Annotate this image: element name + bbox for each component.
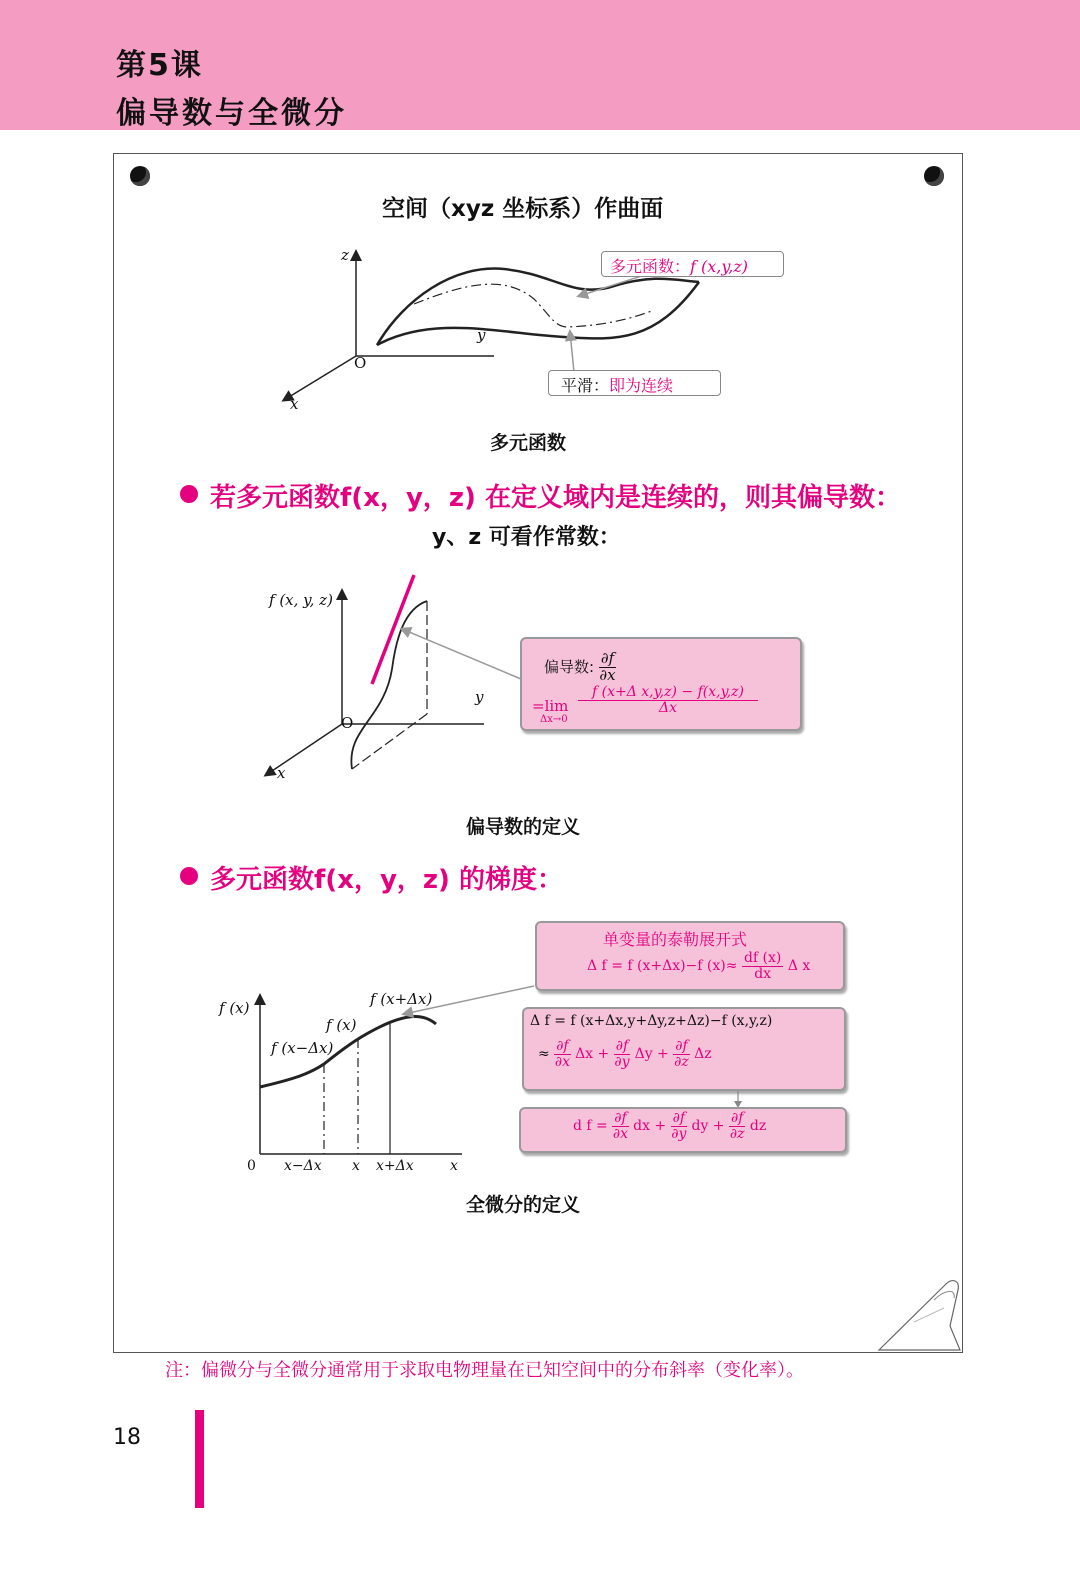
total-tail-y: dy +: [691, 1118, 725, 1135]
smooth-callout: [548, 370, 721, 396]
tick-mid: x: [352, 1158, 360, 1174]
multi-tail-y: Δy +: [634, 1046, 669, 1063]
card-title: 空间（xyz 坐标系）作曲面: [382, 196, 664, 222]
multivariable-box: [522, 1007, 846, 1091]
tick-right: x+Δx: [376, 1158, 414, 1174]
smooth-callout-label: 平滑：: [561, 376, 610, 395]
lesson-title: 偏导数与全微分: [116, 96, 347, 131]
total-lead: d f =: [573, 1118, 608, 1135]
origin-label: O: [354, 354, 367, 372]
func-callout-label: 多元函数：: [610, 257, 691, 276]
pin-icon: [130, 166, 150, 186]
point-mid-label: f (x): [326, 1016, 357, 1034]
lim-eq: =lim: [532, 697, 569, 715]
taylor-box: [535, 921, 845, 991]
x-axis-label: x: [290, 395, 299, 413]
f-axis-label: f (x): [219, 999, 250, 1017]
pd-fraction: [599, 651, 616, 684]
total-den-y: ∂y: [671, 1125, 687, 1142]
slice-curve: [351, 601, 427, 769]
total-formula: [573, 1111, 766, 1141]
taylor-title: 单变量的泰勒展开式: [603, 930, 748, 949]
slice-base: [352, 714, 427, 769]
taylor-formula: [587, 951, 810, 981]
total-num-z: ∂f: [731, 1110, 744, 1126]
lim-den: Δx: [658, 699, 677, 716]
lim-num: f (x+Δ x,y,z) − f(x,y,z): [578, 685, 758, 701]
partial-derivative-box: [520, 637, 802, 731]
origin-label: O: [341, 714, 354, 732]
surface-back-edge: [377, 269, 699, 345]
func-callout-expr: f (x,y,z): [690, 257, 749, 276]
total-tail-z: dz: [749, 1118, 767, 1135]
taylor-tail: Δ x: [787, 958, 811, 975]
page-curl-icon: [874, 1264, 962, 1352]
x-axis-label: x: [450, 1158, 458, 1174]
content-card: [113, 153, 963, 1353]
page-number: 18: [113, 1425, 141, 1450]
y-axis-label: y: [475, 688, 484, 706]
total-num-x: ∂f: [614, 1110, 627, 1126]
taylor-num: df (x): [743, 950, 782, 966]
x-axis-label: x: [277, 764, 286, 782]
multi-den-x: ∂x: [554, 1053, 570, 1070]
multi-approx: ≈: [538, 1046, 550, 1063]
multi-tail-x: Δx +: [575, 1046, 610, 1063]
x-axis: [284, 356, 356, 400]
multi-den-z: ∂z: [674, 1053, 689, 1070]
taylor-den: dx: [754, 965, 772, 982]
bullet-icon: [180, 485, 198, 503]
bullet-icon: [180, 867, 198, 885]
multi-num-z: ∂f: [675, 1038, 688, 1054]
pd-label: 偏导数:: [544, 657, 595, 676]
multi-num-y: ∂f: [615, 1038, 629, 1054]
total-differential-box: [519, 1107, 847, 1153]
pd-label-row: [544, 651, 616, 684]
multi-tail-z: Δz: [694, 1046, 712, 1063]
multi-line2: [538, 1039, 712, 1069]
smooth-callout-value: 即为连续: [609, 376, 674, 395]
total-den-x: ∂x: [612, 1125, 629, 1142]
f-axis-label: f (x, y, z): [269, 591, 333, 609]
tangent-pointer: [402, 629, 521, 679]
lim-sub: Δx→0: [540, 714, 568, 725]
total-tail-x: dx +: [633, 1118, 667, 1135]
fig3-caption: 全微分的定义: [466, 1194, 581, 1216]
y-axis-label: y: [477, 326, 486, 344]
tick-left: x−Δx: [284, 1158, 322, 1174]
point-right-label: f (x+Δx): [370, 990, 433, 1008]
fig2-caption: 偏导数的定义: [466, 816, 581, 838]
fig1-caption: 多元函数: [490, 432, 567, 454]
pin-icon: [924, 166, 944, 186]
page-header: [0, 0, 1080, 130]
multi-num-x: ∂f: [556, 1038, 569, 1054]
lim-fraction: [578, 685, 758, 715]
point-left-label: f (x−Δx): [271, 1039, 334, 1057]
lesson-number: 第5课: [116, 48, 203, 83]
multi-den-y: ∂y: [614, 1053, 630, 1070]
surface-inner-curve: [414, 284, 654, 327]
pd-num: ∂f: [600, 649, 615, 667]
total-num-y: ∂f: [672, 1110, 686, 1126]
pd-den: ∂x: [599, 665, 616, 684]
multi-line1: Δ f = f (x+Δx,y+Δy,z+Δz)−f (x,y,z): [530, 1013, 773, 1029]
total-den-z: ∂z: [729, 1125, 745, 1142]
taylor-expr: Δ f = f (x+Δx)−f (x)≈: [587, 958, 738, 975]
section1-heading: 若多元函数f(x，y，z) 在定义域内是连续的，则其偏导数：: [210, 483, 901, 513]
section1-subheading: y、z 可看作常数：: [432, 525, 621, 550]
footnote: 注：偏微分与全微分通常用于求取电物理量在已知空间中的分布斜率（变化率）。: [165, 1360, 804, 1381]
section2-heading: 多元函数f(x，y，z) 的梯度：: [210, 865, 563, 895]
func-callout: [601, 251, 784, 277]
origin-label: 0: [247, 1158, 256, 1174]
z-axis-label: z: [341, 246, 349, 264]
page-accent-bar: [195, 1410, 204, 1508]
